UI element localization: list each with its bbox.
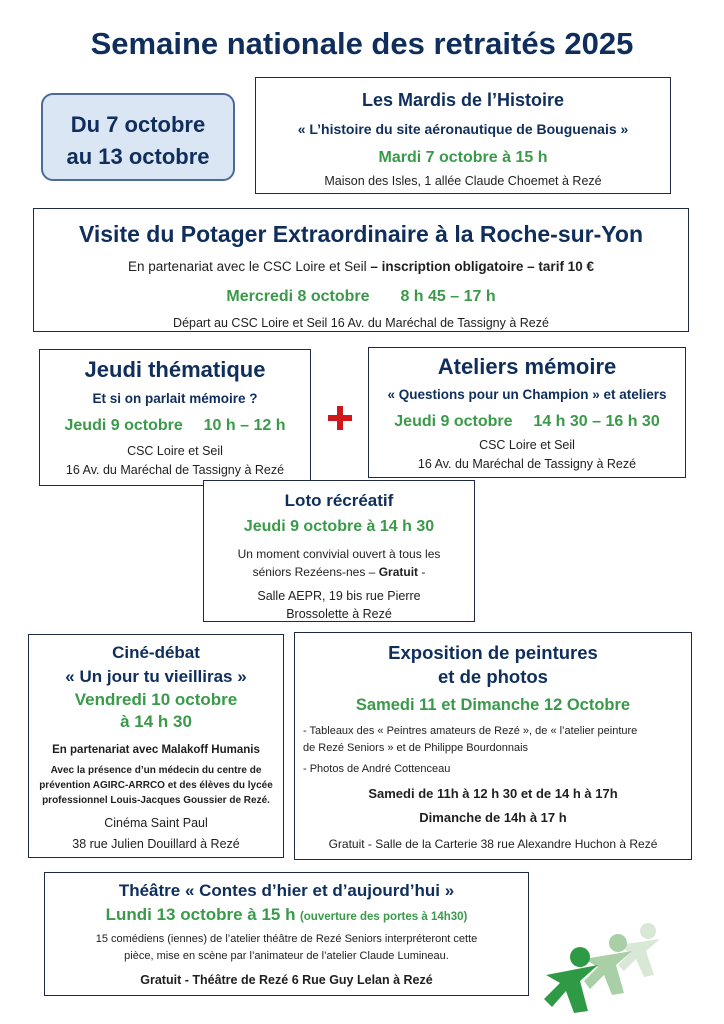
cine-desc [29, 763, 283, 808]
cine-desc-2: prévention AGIRC-ARRCO et des élèves du lycée [39, 780, 273, 791]
jeudi-day: Jeudi 9 octobre [64, 417, 183, 434]
expo-heading-2: et de photos [438, 666, 548, 687]
jeudi-hours: 10 h – 12 h [203, 417, 286, 434]
histoire-heading: Les Mardis de l’Histoire [361, 90, 565, 110]
dates-badge [41, 93, 235, 181]
expo-hours-2: Dimanche de 14h à 17 h [419, 810, 567, 825]
loto-desc-1: Un moment convivial ouvert à tous les [237, 547, 441, 561]
event-potager [33, 208, 689, 332]
dates-line-2: au 13 octobre [66, 144, 210, 169]
theatre-when-line [45, 903, 528, 929]
jeudi-heading: Jeudi thématique [84, 357, 266, 382]
cine-when-2: à 14 h 30 [120, 712, 192, 731]
potager-heading: Visite du Potager Extraordinaire à la Roche-sur-Yon [78, 221, 644, 247]
potager-partner [34, 255, 688, 279]
potager-place: Départ au CSC Loire et Seil 16 Av. du Maréchal de Tassigny à Rezé [173, 316, 549, 330]
event-theatre [44, 872, 529, 996]
cine-when-1: Vendredi 10 octobre [74, 690, 238, 709]
dates-line-1: Du 7 octobre [70, 112, 206, 137]
cine-place-2: 38 rue Julien Douillard à Rezé [72, 837, 240, 851]
loto-desc-2 [204, 563, 474, 581]
event-loto [203, 480, 475, 622]
potager-when [34, 285, 688, 309]
rezé-seniors-figures-logo [540, 915, 670, 1015]
potager-day: Mercredi 8 octobre [226, 288, 370, 305]
cine-heading-1: Ciné-débat [112, 643, 200, 662]
expo-hours-1: Samedi de 11h à 12 h 30 et de 14 h à 17h [368, 786, 618, 801]
loto-when: Jeudi 9 octobre à 14 h 30 [243, 518, 435, 535]
loto-free-label: Gratuit [378, 565, 419, 579]
histoire-place: Maison des Isles, 1 allée Claude Choemet à Rezé [324, 174, 602, 188]
ateliers-subtitle: « Questions pour un Champion » et ateliers [387, 387, 667, 402]
expo-item-2: - Photos de André Cottenceau [303, 763, 451, 775]
expo-place: Gratuit - Salle de la Carterie 38 rue Alexandre Huchon à Rezé [328, 837, 658, 851]
expo-item-1b: de Rezé Seniors » et de Philippe Bourdonnais [303, 742, 529, 754]
expo-items [295, 723, 691, 778]
cine-partner: En partenariat avec Malakoff Humanis [52, 744, 260, 756]
cine-desc-1: Avec la présence d’un médecin du centre de [50, 765, 262, 776]
loto-place-1: Salle AEPR, 19 bis rue Pierre [257, 589, 421, 603]
ateliers-day: Jeudi 9 octobre [394, 413, 513, 430]
figures-logo-icon [540, 915, 670, 1015]
theatre-place: Gratuit - Théâtre de Rezé 6 Rue Guy Lelan à Rezé [140, 973, 433, 987]
jeudi-when [40, 414, 310, 438]
event-jeudi-thematique [39, 349, 311, 486]
theatre-desc-2: pièce, mise en scène par l’animateur de l’atelier Claude Lumineau. [124, 950, 449, 962]
cine-desc-3: professionnel Louis-Jacques Goussier de Rezé. [42, 795, 270, 806]
potager-hours: 8 h 45 – 17 h [400, 288, 496, 305]
cine-place-1: Cinéma Saint Paul [104, 816, 208, 830]
event-exposition [294, 632, 692, 860]
cine-heading-2: « Un jour tu vieilliras » [65, 667, 247, 686]
event-ateliers-memoire [368, 347, 686, 478]
potager-partner-plain: En partenariat avec le CSC Loire et Seil [128, 259, 371, 274]
page-title: Semaine nationale des retraités 2025 [90, 26, 634, 61]
jeudi-subtitle: Et si on parlait mémoire ? [92, 391, 258, 406]
ateliers-place-2: 16 Av. du Maréchal de Tassigny à Rezé [417, 457, 637, 471]
potager-partner-bold: – inscription obligatoire – tarif 10 € [370, 259, 594, 274]
event-histoire [255, 77, 671, 194]
theatre-desc [45, 931, 528, 965]
loto-heading: Loto récréatif [284, 491, 394, 510]
expo-item-1a: - Tableaux des « Peintres amateurs de Rezé », de « l’atelier peinture [303, 725, 638, 737]
theatre-doors: (ouverture des portes à 14h30) [299, 911, 468, 923]
histoire-when: Mardi 7 octobre à 15 h [378, 149, 548, 166]
loto-desc-2-plain: séniors Rezéens-nes – [252, 565, 379, 579]
event-cine-debat [28, 634, 284, 858]
ateliers-heading: Ateliers mémoire [437, 354, 617, 379]
jeudi-place-1: CSC Loire et Seil [127, 444, 223, 458]
loto-place-2: Brossolette à Rezé [286, 607, 392, 621]
red-plus-icon [326, 404, 354, 432]
histoire-subtitle: « L’histoire du site aéronautique de Bouguenais » [297, 121, 629, 137]
theatre-desc-1: 15 comédiens (iennes) de l’atelier théâtre de Rezé Seniors interpréteront cette [95, 933, 478, 945]
ateliers-place-1: CSC Loire et Seil [479, 438, 575, 452]
expo-heading-1: Exposition de peintures [388, 642, 598, 663]
jeudi-place-2: 16 Av. du Maréchal de Tassigny à Rezé [65, 463, 285, 477]
loto-desc-2-end: - [418, 565, 426, 579]
ateliers-hours: 14 h 30 – 16 h 30 [533, 413, 660, 430]
theatre-heading: Théâtre « Contes d’hier et d’aujourd’hui » [118, 881, 455, 900]
ateliers-when [369, 410, 685, 434]
theatre-when: Lundi 13 octobre à 15 h [105, 905, 296, 924]
expo-when: Samedi 11 et Dimanche 12 Octobre [355, 696, 631, 714]
